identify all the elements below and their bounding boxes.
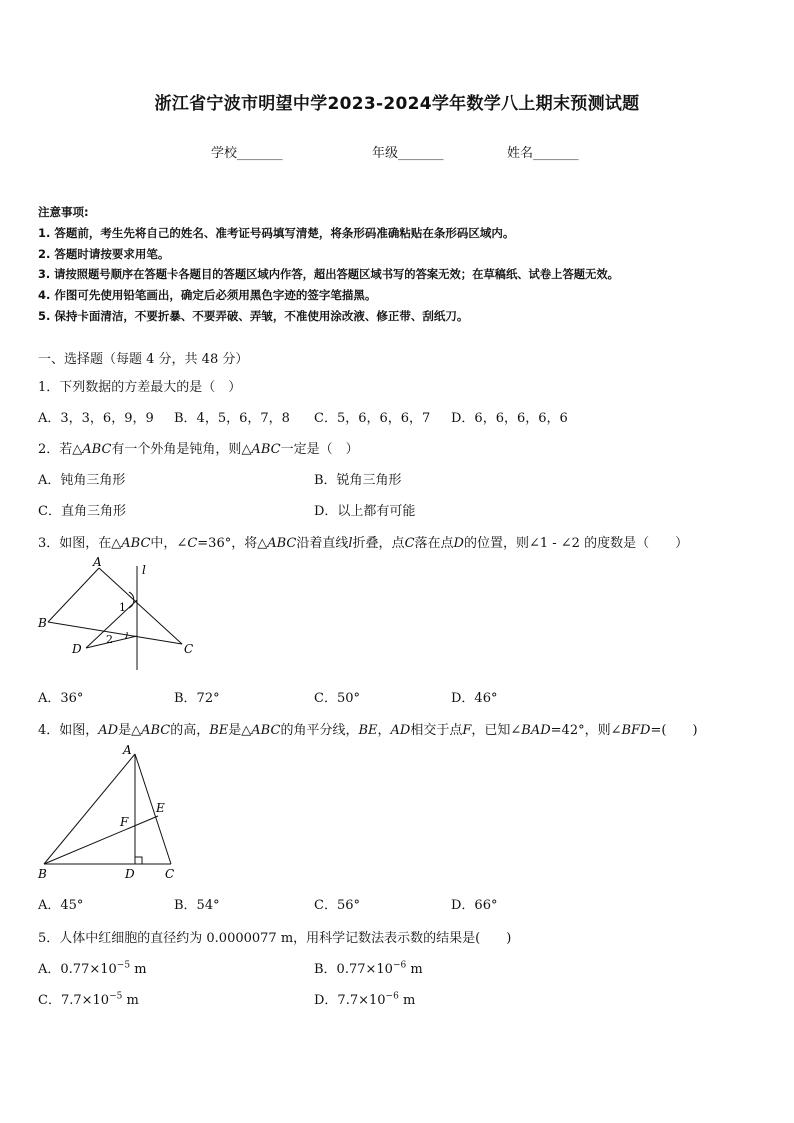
note-item: 5. 保持卡面清洁，不要折暴、不要弄破、弄皱，不准使用涂改液、修正带、刮纸刀。: [38, 309, 469, 323]
label-c: C: [165, 867, 175, 881]
segment-ac: [135, 754, 171, 864]
label-d: D: [72, 642, 82, 656]
label-a: A: [123, 743, 132, 757]
q4-figure: [30, 740, 190, 885]
segment-ab: [48, 568, 99, 622]
question-2-stem: 2．若△ABC有一个外角是钝角，则△ABC一定是（ ）: [38, 442, 359, 457]
q1-option-a: A．3，3，6，9，9: [38, 411, 154, 426]
angle-1-arc: [129, 592, 134, 608]
name-field: 姓名_______: [507, 146, 579, 161]
label-angle-1: 1: [119, 601, 126, 614]
section-heading: 一、选择题（每题 4 分，共 48 分）: [38, 352, 249, 367]
q3-figure: [30, 556, 210, 676]
q2-option-c: C．直角三角形: [38, 504, 126, 519]
label-c: C: [184, 642, 194, 656]
q3-option-a: A．36°: [38, 691, 84, 706]
q1-option-c: C．5，6，6，6，7: [314, 411, 431, 426]
q5-option-c: C．$7.7\times 10^{-5}$ m: [38, 991, 139, 1008]
label-d: D: [125, 867, 135, 881]
label-f: F: [120, 815, 129, 829]
question-1-stem: 1．下列数据的方差最大的是（ ）: [38, 380, 242, 395]
label-l: l: [142, 563, 146, 577]
right-angle-mark: [135, 857, 142, 864]
q1-option-d: D．6，6，6，6，6: [451, 411, 568, 426]
q4-option-a: A．45°: [38, 898, 84, 913]
q3-option-d: D．46°: [451, 691, 498, 706]
notes-heading: 注意事项:: [38, 205, 89, 219]
question-3-stem: 3．如图，在△ABC中，∠C=36°，将△ABC沿着直线l折叠，点C落在点D的位置，则∠1 - ∠2 的度数是（ ）: [38, 536, 689, 551]
q4-option-b: B．54°: [174, 898, 220, 913]
q2-option-a: A．钝角三角形: [38, 473, 126, 488]
school-field: 学校_______: [211, 146, 283, 161]
q3-option-b: B．72°: [174, 691, 220, 706]
q5-option-d: D．$7.7\times 10^{-6}$ m: [314, 991, 416, 1008]
q1-option-b: B．4，5，6，7，8: [174, 411, 290, 426]
q2-option-d: D．以上都有可能: [314, 504, 416, 519]
q2-option-b: B．锐角三角形: [314, 473, 402, 488]
question-5-stem: 5．人体中红细胞的直径约为 0.0000077 m，用科学记数法表示数的结果是( ): [38, 931, 512, 946]
label-a: A: [93, 556, 102, 569]
q4-option-c: C．56°: [314, 898, 360, 913]
q3-option-c: C．50°: [314, 691, 360, 706]
note-item: 3. 请按照题号顺序在答题卡各题目的答题区域内作答，超出答题区域书写的答案无效；在草稿纸、试卷上答题无效。: [38, 268, 619, 281]
segment-ab: [44, 754, 135, 864]
note-item: 1. 答题前，考生先将自己的姓名、准考证号码填写清楚，将条形码准确粘贴在条形码区域内。: [38, 226, 515, 240]
label-b: B: [38, 616, 47, 630]
grade-field: 年级_______: [372, 146, 444, 161]
question-4-stem: 4．如图，AD是△ABC的高，BE是△ABC的角平分线，BE，AD相交于点F，已知∠BAD=42°，则∠BFD=( ): [38, 723, 698, 738]
note-item: 4. 作图可先使用铅笔画出，确定后必须用黑色字迹的签字笔描黑。: [38, 288, 377, 302]
page-title: 浙江省宁波市明望中学2023-2024学年数学八上期末预测试题: [154, 94, 640, 114]
note-item: 2. 答题时请按要求用笔。: [38, 247, 170, 261]
q5-option-a: A．$0.77\times 10^{-5}$ m: [38, 960, 147, 977]
q5-option-b: B．$0.77\times 10^{-6}$ m: [314, 960, 423, 977]
label-b: B: [38, 867, 47, 881]
label-e: E: [156, 801, 165, 815]
label-angle-2: 2: [106, 633, 113, 646]
q4-option-d: D．66°: [451, 898, 498, 913]
